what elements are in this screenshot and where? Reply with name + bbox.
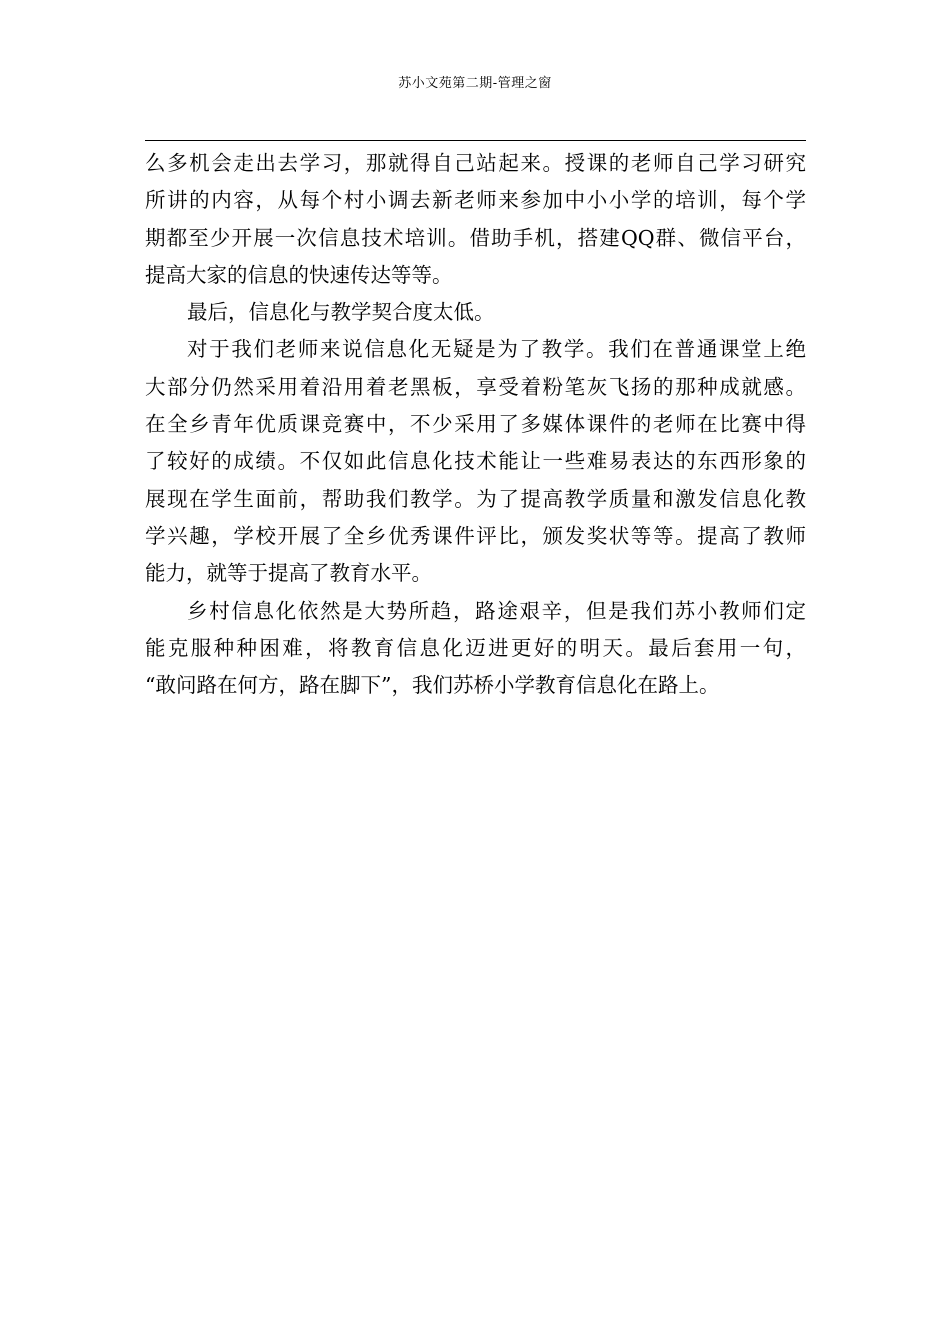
text-line: 能克服种种困难，将教育信息化迈进更好的明天。最后套用一句， bbox=[145, 635, 806, 660]
text-line: 了较好的成绩。不仅如此信息化技术能让一些难易表达的东西形象的 bbox=[145, 449, 806, 474]
text-line: 大部分仍然采用着沿用着老黑板，享受着粉笔灰飞扬的那种成就感。 bbox=[145, 374, 806, 399]
paragraph-heading-point bbox=[145, 294, 806, 331]
text-line: 期都至少开展一次信息技术培训。借助手机，搭建QQ群、微信平台， bbox=[145, 225, 806, 250]
page-header: 苏小文苑第二期-管理之窗 bbox=[398, 76, 552, 91]
text-line: 能力，就等于提高了教育水平。 bbox=[145, 561, 432, 586]
text-line: 提高大家的信息的快速传达等等。 bbox=[145, 262, 453, 287]
text-line: 对于我们老师来说信息化无疑是为了教学。我们在普通课堂上绝 bbox=[187, 337, 806, 362]
paragraph-conclusion bbox=[145, 593, 806, 705]
text-line: 所讲的内容，从每个村小调去新老师来参加中小小学的培训，每个学 bbox=[145, 188, 806, 213]
text-line: 展现在学生面前，帮助我们教学。为了提高教学质量和激发信息化教 bbox=[145, 486, 806, 511]
text-line: 乡村信息化依然是大势所趋，路途艰辛，但是我们苏小教师们定 bbox=[187, 598, 806, 623]
text-line: 最后，信息化与教学契合度太低。 bbox=[187, 300, 495, 325]
paragraph-continuation bbox=[145, 145, 806, 294]
text-line: 学兴趣，学校开展了全乡优秀课件评比，颁发奖状等等。提高了教师 bbox=[145, 523, 806, 548]
paragraph-teaching bbox=[145, 331, 806, 592]
text-line: 么多机会走出去学习，那就得自己站起来。授课的老师自己学习研究 bbox=[145, 151, 806, 175]
text-line: “敢问路在何方，路在脚下”，我们苏桥小学教育信息化在路上。 bbox=[145, 673, 720, 698]
text-line: 在全乡青年优质课竞赛中，不少采用了多媒体课件的老师在比赛中得 bbox=[145, 412, 806, 437]
header-divider bbox=[145, 140, 806, 141]
document-body bbox=[145, 145, 806, 704]
